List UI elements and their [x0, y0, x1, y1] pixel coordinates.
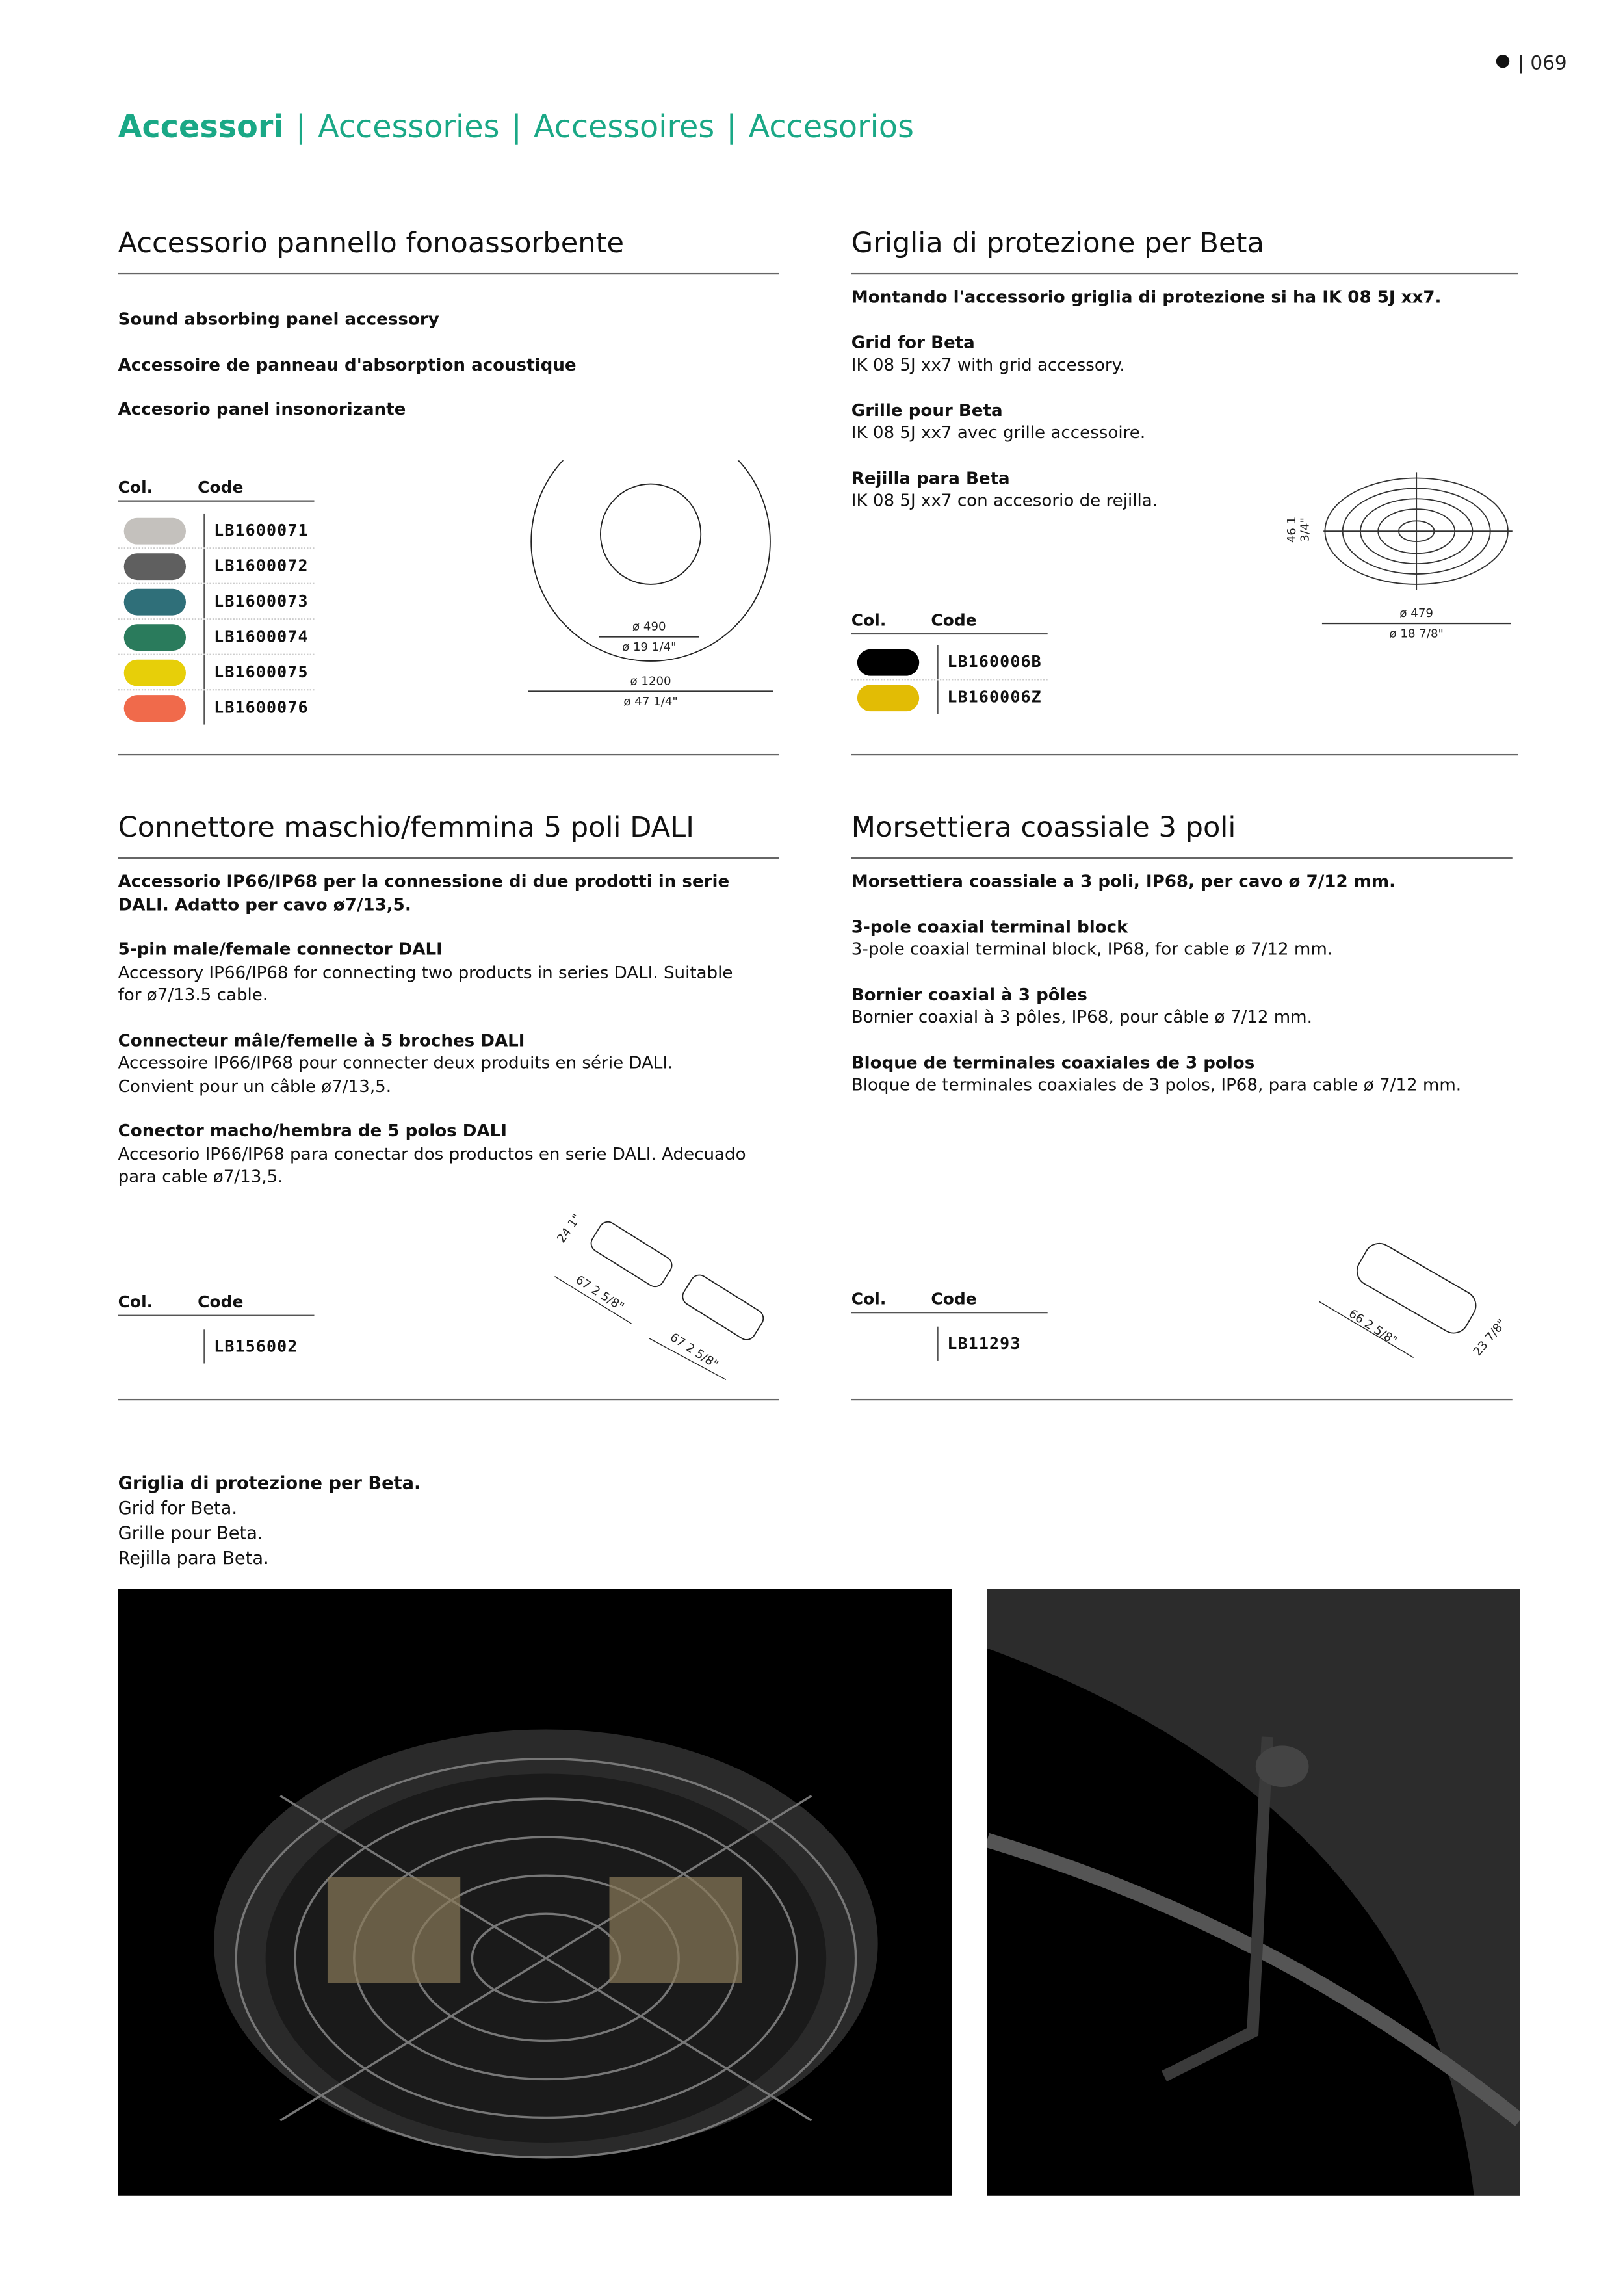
table-row: LB11293: [851, 1327, 1048, 1361]
divider: [851, 754, 1518, 755]
dimension-length: 67 2 5/8": [573, 1273, 627, 1314]
dimension-diameter: 24 1": [554, 1211, 584, 1246]
panel-code-table: Col. Code LB1600071 LB1600072 LB1600073 LB1600074 LB1600075 LB1600076: [118, 478, 315, 724]
terminal-drawing: [1313, 1240, 1520, 1372]
section-title-panel: Accessorio pannello fonoassorbente: [118, 227, 625, 260]
color-swatch: [124, 517, 186, 544]
section-title-grid: Griglia di protezione per Beta: [851, 227, 1264, 260]
table-row: LB1600076: [118, 690, 315, 724]
dimension-height: 46 1 3/4": [1285, 516, 1312, 543]
dimension-outer: ø 1200 ø 47 1/4": [528, 674, 773, 708]
grid-clip-detail-image: [987, 1589, 1520, 2196]
connector-description: Accessorio IP66/IP68 per la connessione di due prodotti in serie DALI. Adatto per cavo ø7/13,5. 5-pin male/female connector DALI Accessory IP66/IP68 for connecting two products in series DALI. Suitable for ø7/13.5 cable. Connecteur mâle/femelle à 5 broches DALI Accessoire IP66/IP68 pour connecter deux produits en série DALI. Convient pour un câble ø7/13,5. Conector macho/hembra de 5 polos DALI Accesorio IP66/IP68 para conectar dos productos en serie DALI. Adecuado para cable ø7/13,5.: [118, 870, 746, 1187]
section-title-connector: Connettore maschio/femmina 5 poli DALI: [118, 811, 694, 844]
divider: [118, 1399, 779, 1400]
color-swatch: [124, 623, 186, 650]
grid-code-table: Col. Code LB160006B LB160006Z: [851, 611, 1048, 714]
page-number: | 069: [1496, 53, 1567, 75]
table-row: LB1600071: [118, 514, 315, 549]
divider: [118, 857, 779, 859]
connector-drawing: [546, 1218, 782, 1387]
table-row: LB156002: [118, 1329, 315, 1363]
dimension-length: 66 2 5/8": [1346, 1307, 1399, 1348]
grid-photo-detail: [987, 1589, 1520, 2196]
divider: [118, 273, 779, 274]
divider: [118, 754, 779, 755]
grid-photo-front: [118, 1589, 952, 2196]
dimension-inner: ø 490 ø 19 1/4": [590, 620, 708, 653]
table-row: LB1600074: [118, 620, 315, 655]
divider: [851, 273, 1518, 274]
terminal-code-table: Col. Code LB11293: [851, 1290, 1048, 1361]
table-row: LB160006B: [851, 645, 1048, 680]
photo-caption: Griglia di protezione per Beta. Grid for Beta. Grille pour Beta. Rejilla para Beta.: [118, 1472, 421, 1569]
connector-code-table: Col. Code LB156002: [118, 1293, 315, 1364]
color-swatch: [857, 649, 919, 675]
table-row: LB1600072: [118, 549, 315, 584]
divider: [851, 1399, 1513, 1400]
color-swatch: [857, 684, 919, 711]
color-swatch: [124, 588, 186, 615]
panel-description: Sound absorbing panel accessory Accessoire de panneau d'absorption acoustique Accesorio panel insonorizante: [118, 308, 577, 419]
color-swatch: [124, 659, 186, 686]
section-title-terminal: Morsettiera coassiale 3 poli: [851, 811, 1236, 844]
table-row: LB1600073: [118, 584, 315, 620]
color-swatch: [124, 694, 186, 721]
divider: [851, 857, 1513, 859]
dimension-length: 67 2 5/8": [668, 1330, 721, 1372]
grid-drawing: [1321, 469, 1520, 595]
color-swatch: [124, 553, 186, 579]
page-title: Accessori | Accessories | Accessoires | Accesorios: [118, 109, 914, 145]
dimension-diameter: ø 479 ø 18 7/8": [1322, 607, 1511, 640]
grid-description: Montando l'accessorio griglia di protezione si ha IK 08 5J xx7. Grid for Beta IK 08 5J xx7 with grid accessory. Grille pour Beta IK 08 5J xx7 avec grille accessoire. Rejilla para Beta IK 08 5J xx7 con accesorio de rejilla.: [851, 286, 1442, 511]
dimension-diameter: 23 7/8": [1470, 1316, 1509, 1359]
terminal-description: Morsettiera coassiale a 3 poli, IP68, per cavo ø 7/12 mm. 3-pole coaxial terminal block 3-pole coaxial terminal block, IP68, for cable ø 7/12 mm. Bornier coaxial à 3 pôles Bornier coaxial à 3 pôles, IP68, pour câble ø 7/12 mm. Bloque de terminales coaxiales de 3 polos Bloque de terminales coaxiales de 3 polos, IP68, para cable ø 7/12 mm.: [851, 870, 1462, 1095]
bullet-icon: [1496, 55, 1509, 68]
table-row: LB1600075: [118, 655, 315, 690]
luminaire-with-grid-image: [118, 1589, 952, 2196]
table-row: LB160006Z: [851, 680, 1048, 714]
